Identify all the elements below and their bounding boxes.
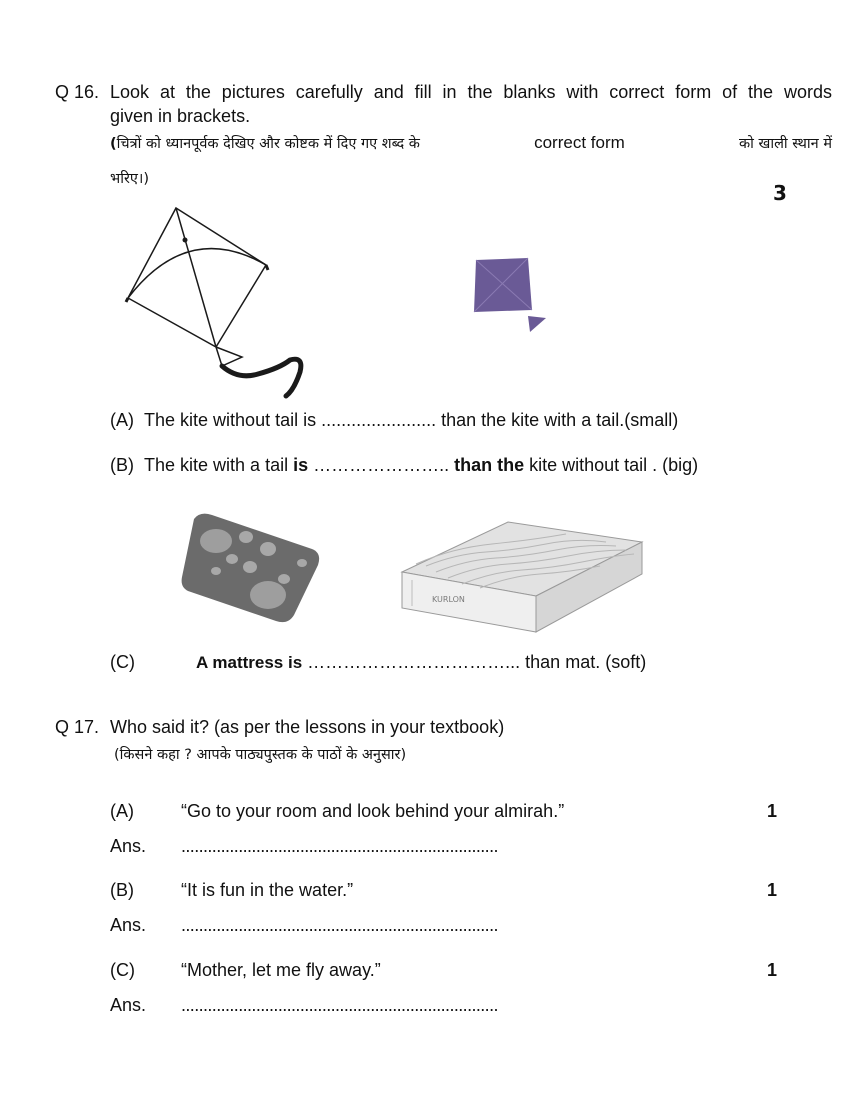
- q16-question-line2: given in brackets.: [110, 106, 251, 126]
- q17-item-b-label: (B): [110, 880, 134, 900]
- q17-number: Q 17.: [55, 717, 100, 737]
- item-text-dots: …………………..: [308, 455, 450, 475]
- q17-item-c-quote: “Mother, let me fly away.”: [181, 960, 381, 980]
- q16-hindi-instruction: [110, 132, 832, 154]
- q16-item-a: [110, 409, 678, 431]
- q17-item-b-answer-blank[interactable]: ........................................................................: [181, 915, 498, 935]
- hindi-instruction-text-a: (चित्रों को ध्यानपूर्वक देखिए और कोष्टक में दिए गए शब्द के: [110, 136, 420, 152]
- q17-item-b-ans-label: Ans.: [110, 915, 147, 935]
- q17-item-a-marks: 1: [767, 801, 778, 821]
- q17-item-a-answer-blank[interactable]: ........................................................................: [181, 836, 498, 856]
- item-text-pre: The kite with a tail: [144, 455, 294, 475]
- kite-with-tail-image: [118, 200, 318, 400]
- q17-item-c-marks: 1: [767, 960, 778, 980]
- q16-marks: 3: [773, 181, 787, 205]
- item-text-post: kite without tail . (big): [524, 455, 699, 475]
- q17-item-a-ans-label: Ans.: [110, 836, 147, 856]
- q17-hindi-instruction: (किसने कहा ? आपके पाठ्यपुस्तक के पाठों के अनुसार): [114, 747, 407, 763]
- q17-item-a-label: (A): [110, 801, 134, 821]
- item-text-is: is: [293, 455, 309, 475]
- q17-item-c-ans-label: Ans.: [110, 995, 147, 1015]
- item-text-post: ……………………………... than mat. (soft): [302, 652, 647, 672]
- item-label: (B): [110, 455, 134, 475]
- mat-image: [176, 497, 324, 643]
- mattress-image: [396, 514, 646, 640]
- q17-item-b-quote: “It is fun in the water.”: [181, 880, 354, 900]
- hindi-instruction-line2: भरिए।): [110, 171, 150, 187]
- item-text: The kite without tail is ....................... than the kite with a tail.(small): [144, 410, 679, 430]
- kite-without-tail-image: [470, 254, 550, 338]
- q17-item-c-label: (C): [110, 960, 135, 980]
- q17-item-b-marks: 1: [767, 880, 778, 900]
- q17-item-c-answer-blank[interactable]: ........................................................................: [181, 995, 498, 1015]
- q16-item-b: [110, 454, 698, 476]
- q16-number: Q 16.: [55, 82, 100, 102]
- item-text-than: than the: [449, 455, 525, 475]
- item-label: (C): [110, 652, 135, 672]
- q16-question-line1: Look at the pictures carefully and fill in the blanks with correct form of the words: [110, 82, 832, 102]
- item-label: (A): [110, 410, 134, 430]
- q16-item-c: [110, 651, 646, 674]
- q17-title: Who said it? (as per the lessons in your textbook): [110, 717, 505, 737]
- q17-item-a-quote: “Go to your room and look behind your almirah.”: [181, 801, 565, 821]
- item-text-pre: A mattress is: [196, 653, 303, 672]
- hindi-instruction-english: correct form: [534, 133, 625, 152]
- mattress-brand-label: KURLON: [432, 595, 465, 604]
- hindi-instruction-text-b: को खाली स्थान में: [738, 136, 832, 152]
